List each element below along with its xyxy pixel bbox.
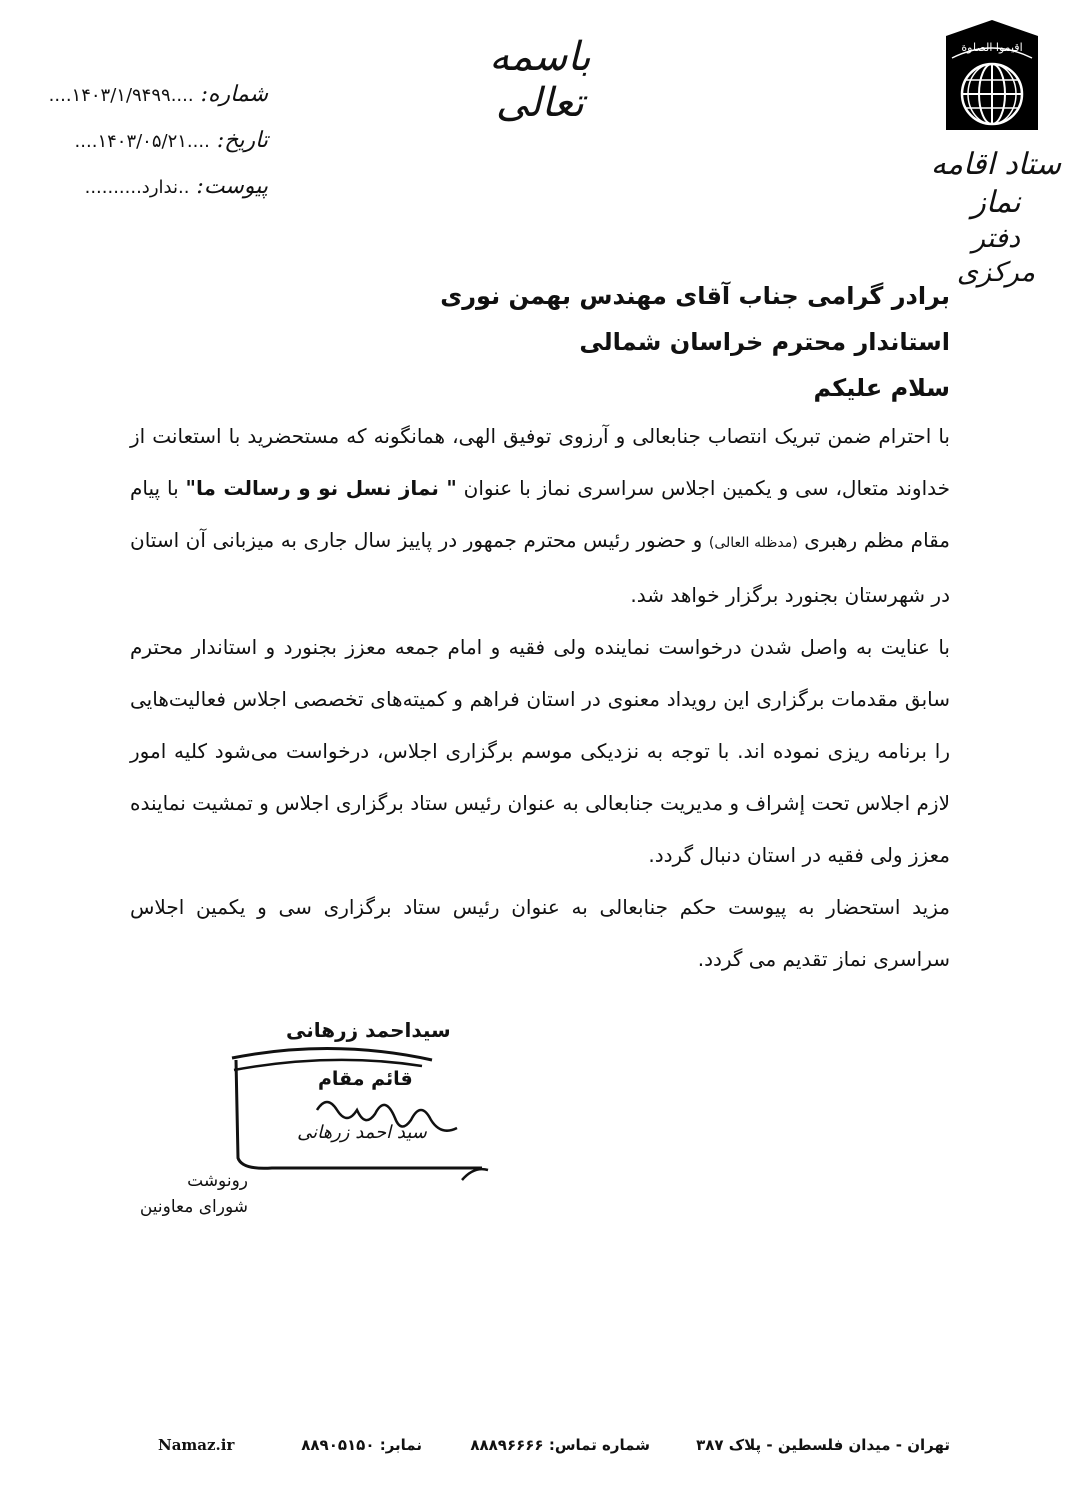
- paragraph-3: مزید استحضار به پیوست حکم جنابعالی به عنوان رئیس ستاد برگزاری سی و یکمین اجلاس سراسری نماز تقدیم می گردد.: [130, 895, 950, 971]
- greeting: سلام علیکم: [813, 374, 950, 402]
- handwritten-signature: سید احمد زرهانی: [297, 1122, 427, 1143]
- letter-body: [130, 410, 950, 985]
- logo-name: ستاد اقامه نماز: [930, 147, 1062, 220]
- meta-number-value: ....۱۴۰۳/۱/۹۴۹۹....: [48, 85, 194, 106]
- p1-part-a: با احترام ضمن تبریک انتصاب جنابعالی و آرزوی توفیق الهی، همانگونه که مستحضرید با استعانت از خداوند متعال، سی و یکمین اجلاس سراسری نماز با عنوان: [130, 424, 950, 500]
- meta-date: [48, 118, 268, 164]
- footer-address: تهران - میدان فلسطین - پلاک ۳۸۷: [696, 1436, 950, 1454]
- meta-number-label: شماره:: [200, 82, 268, 107]
- cc-recipient: شورای معاونین: [139, 1197, 248, 1217]
- logo-banner-text: اقیموا الصلوة: [961, 41, 1023, 54]
- letter-footer: [150, 1436, 950, 1464]
- globe-emblem-icon: [938, 18, 1046, 136]
- paragraph-2: با عنایت به واصل شدن درخواست نماینده ولی فقیه و امام جمعه معزز بجنورد و استاندار محترم سابق مقدمات برگزاری این رویداد معنوی در استان فراهم و کمیته‌های تخصصی اجلاس فعالیت‌هایی را برنامه ریزی نموده اند. با توجه به نزدیکی موسم برگزاری اجلاس، درخواست می‌شود کلیه امور لازم اجلاس تحت إشراف و مدیریت جنابعالی به عنوان رئیس ستاد برگزاری اجلاس و تمشیت نماینده معزز ولی فقیه در استان دنبال گردد.: [130, 635, 950, 867]
- meta-attachment-value: ..ندارد..........: [84, 177, 190, 198]
- meta-date-label: تاریخ:: [216, 128, 268, 153]
- letter-meta: [48, 72, 268, 210]
- meta-date-value: ....۱۴۰۳/۰۵/۲۱....: [74, 131, 210, 152]
- signatory-title: قائم مقام: [318, 1068, 413, 1090]
- cc-label: رونوشت: [187, 1171, 248, 1191]
- p1-honorific: (مدظله العالی): [708, 535, 798, 551]
- addressee-line1: برادر گرامی جناب آقای مهندس بهمن نوری: [440, 282, 950, 310]
- meta-attachment: [48, 164, 268, 210]
- logo-subtitle: دفتر مرکزی: [956, 223, 1036, 288]
- organization-logo: [930, 18, 1062, 290]
- footer-phone: شماره تماس: ۸۸۸۹۶۶۶۶: [470, 1436, 650, 1454]
- carbon-copy: [128, 1168, 248, 1220]
- footer-fax: نمابر: ۸۸۹۰۵۱۵۰: [301, 1436, 422, 1454]
- signature-drawing: [212, 1030, 502, 1190]
- signatory-name: سیداحمد زرهانی: [286, 1018, 451, 1042]
- meta-attachment-label: پیوست:: [196, 174, 268, 199]
- meta-number: [48, 72, 268, 118]
- addressee-line2: استاندار محترم خراسان شمالی: [579, 328, 950, 356]
- basmala-heading: باسمه تعالی: [489, 34, 591, 126]
- footer-website: Namaz.ir: [158, 1436, 235, 1454]
- paragraph-1: [130, 410, 950, 621]
- p1-part-c: و حضور رئیس محترم جمهور در پاییز سال جاری به میزبانی آن استان در شهرستان بجنورد برگزار خواهد شد.: [130, 528, 950, 607]
- conference-title: " نماز نسل نو و رسالت ما": [185, 476, 457, 500]
- p1-part-b: با پیام مقام مظم رهبری: [130, 476, 950, 552]
